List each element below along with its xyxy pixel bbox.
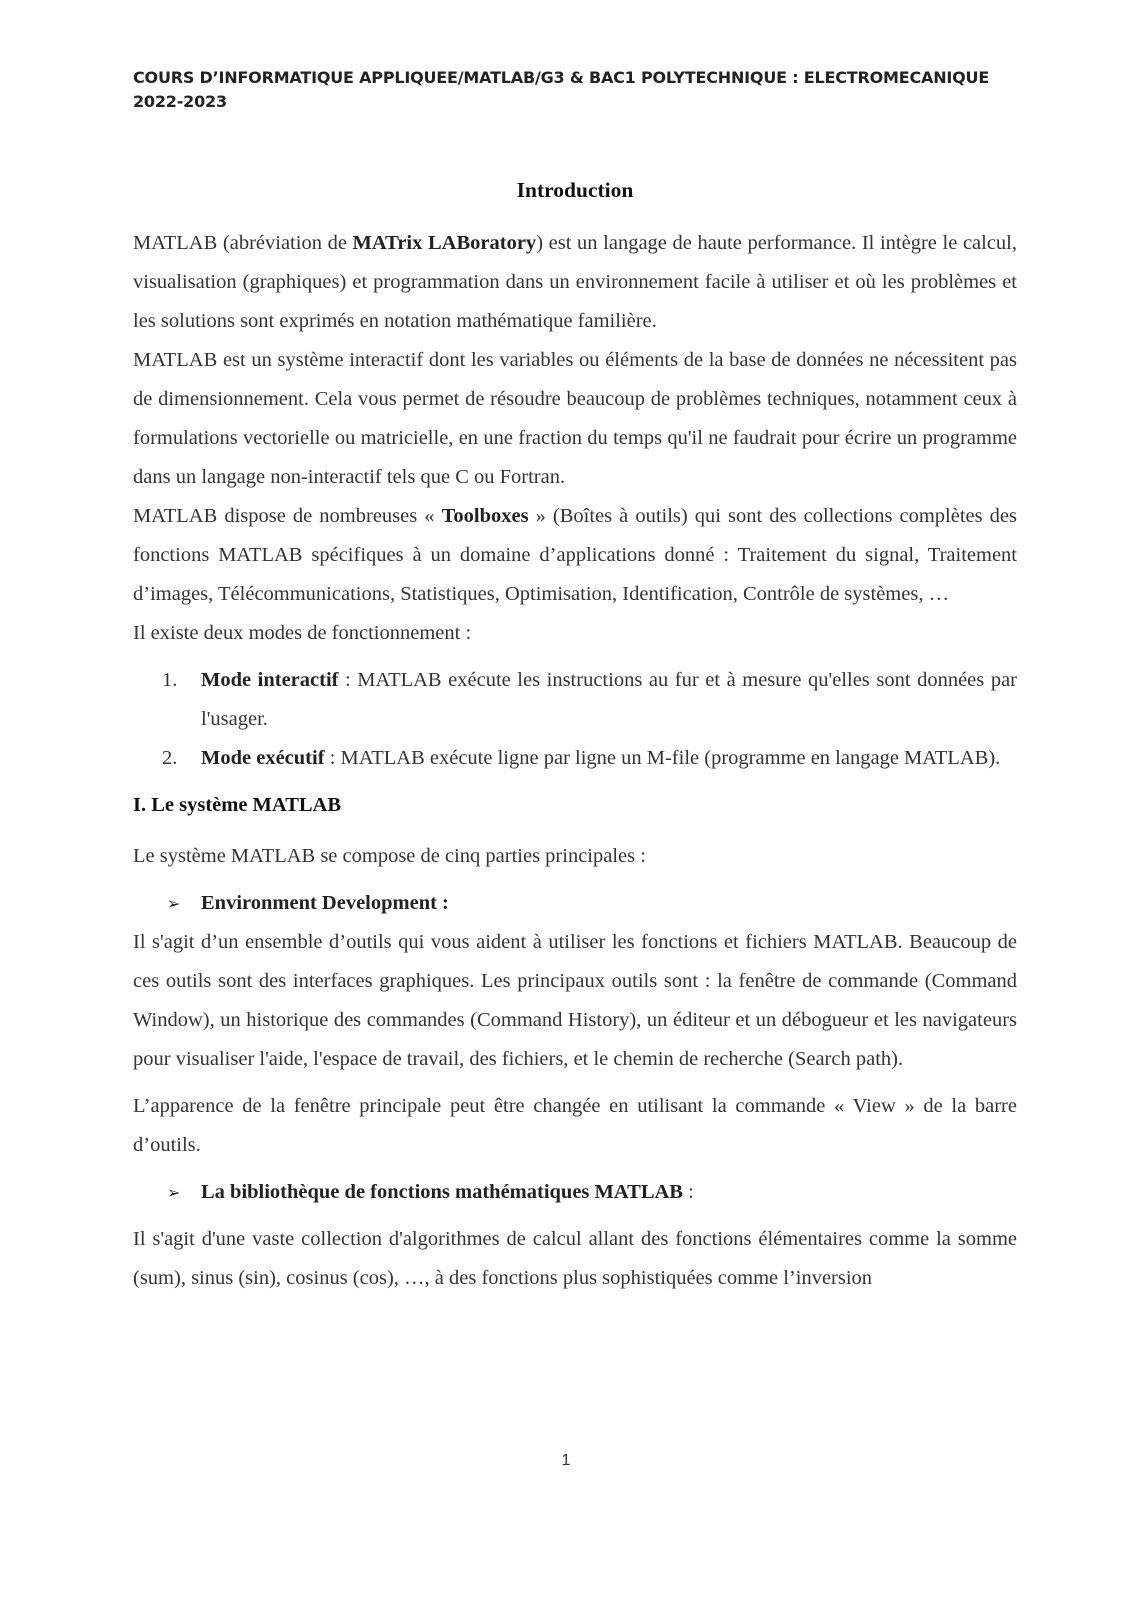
intro-p3-end: » (Boîtes à outils) qui sont des collections complètes des fonctions MATLAB spécifiques à un domaine d’applications donné : Traitement du signal, Traitement d’images, Télécommunications, Statistiques, Optimisation, Identification, Contrôle de systèmes, … bbox=[133, 505, 1017, 605]
document-body bbox=[133, 172, 1017, 1298]
bullet-heading-text: Environment Development : bbox=[201, 892, 449, 914]
arrow-bullet-icon: ➢ bbox=[167, 1183, 181, 1202]
list-item-term: Mode exécutif bbox=[201, 747, 325, 769]
intro-p1-end: ) est un langage de haute performance. Il intègre le calcul, visualisation (graphiques) et programmation dans un environnement facile à utiliser et où les problèmes et les solutions sont exprimés en notation mathématique familière. bbox=[133, 232, 1018, 332]
bullet-heading-text: La bibliothèque de fonctions mathématiques MATLAB bbox=[201, 1181, 683, 1203]
intro-p3-start: MATLAB dispose de nombreuses « bbox=[133, 505, 442, 527]
list-item-description: : MATLAB exécute les instructions au fur et à mesure qu'elles sont données par l'usager. bbox=[201, 669, 1017, 730]
intro-paragraph-1 bbox=[133, 224, 1017, 341]
document-title: Introduction bbox=[516, 178, 634, 202]
intro-paragraph-2: MATLAB est un système interactif dont les variables ou éléments de la base de données ne nécessitent pas de dimensionnement. Cela vous permet de résoudre beaucoup de problèmes techniques, notamment ceux à formulations vectorielle ou matricielle, en une fraction du temps qu'il ne faudrait pour écrire un programme dans un langage non-interactif tels que C ou Fortran. bbox=[133, 349, 1017, 488]
list-item-number: 2. bbox=[162, 747, 178, 769]
section-heading: I. Le système MATLAB bbox=[133, 794, 342, 816]
intro-p1-start: MATLAB (abréviation de bbox=[133, 232, 353, 254]
environment-paragraph-1: Il s'agit d’un ensemble d’outils qui vous aident à utiliser les fonctions et fichiers MATLAB. Beaucoup de ces outils sont des interfaces graphiques. Les principaux outils sont : la fenêtre de commande (Command Window), un historique des commandes (Command History), un éditeur et un débogueur et les navigateurs pour visualiser l'aide, l'espace de travail, des fichiers, et le chemin de recherche (Search path). bbox=[133, 931, 1017, 1070]
intro-p3-emphasis: Toolboxes bbox=[441, 505, 529, 527]
list-item-description: : MATLAB exécute ligne par ligne un M-file (programme en langage MATLAB). bbox=[324, 747, 1001, 769]
environment-paragraph-2: L’apparence de la fenêtre principale peut être changée en utilisant la commande « View » de la barre d’outils. bbox=[133, 1095, 1017, 1156]
page-header bbox=[133, 66, 1013, 114]
bullet-heading-environment bbox=[133, 884, 1017, 923]
bullet-heading-library bbox=[133, 1173, 1017, 1212]
list-item bbox=[133, 739, 1017, 778]
page-number: 1 bbox=[561, 1452, 571, 1469]
library-paragraph-1: Il s'agit d'une vaste collection d'algorithmes de calcul allant des fonctions élémentaires comme la somme (sum), sinus (sin), cosinus (cos), …, à des fonctions plus sophistiquées comme l’inversion bbox=[133, 1228, 1017, 1289]
header-academic-year: 2022-2023 bbox=[133, 92, 227, 111]
intro-paragraph-4: Il existe deux modes de fonctionnement : bbox=[133, 622, 472, 644]
intro-paragraph-3 bbox=[133, 497, 1017, 614]
list-item bbox=[133, 661, 1017, 739]
arrow-bullet-icon: ➢ bbox=[167, 894, 181, 913]
section-intro: Le système MATLAB se compose de cinq parties principales : bbox=[133, 845, 646, 867]
bullet-heading-suffix: : bbox=[682, 1181, 694, 1203]
intro-p1-emphasis: MATrix LABoratory bbox=[352, 232, 537, 254]
list-item-term: Mode interactif bbox=[201, 669, 339, 691]
header-course-title: COURS D’INFORMATIQUE APPLIQUEE/MATLAB/G3 & BAC1 POLYTECHNIQUE : ELECTROMECANIQUE bbox=[133, 68, 990, 87]
list-item-number: 1. bbox=[162, 669, 178, 691]
modes-list bbox=[133, 661, 1017, 778]
